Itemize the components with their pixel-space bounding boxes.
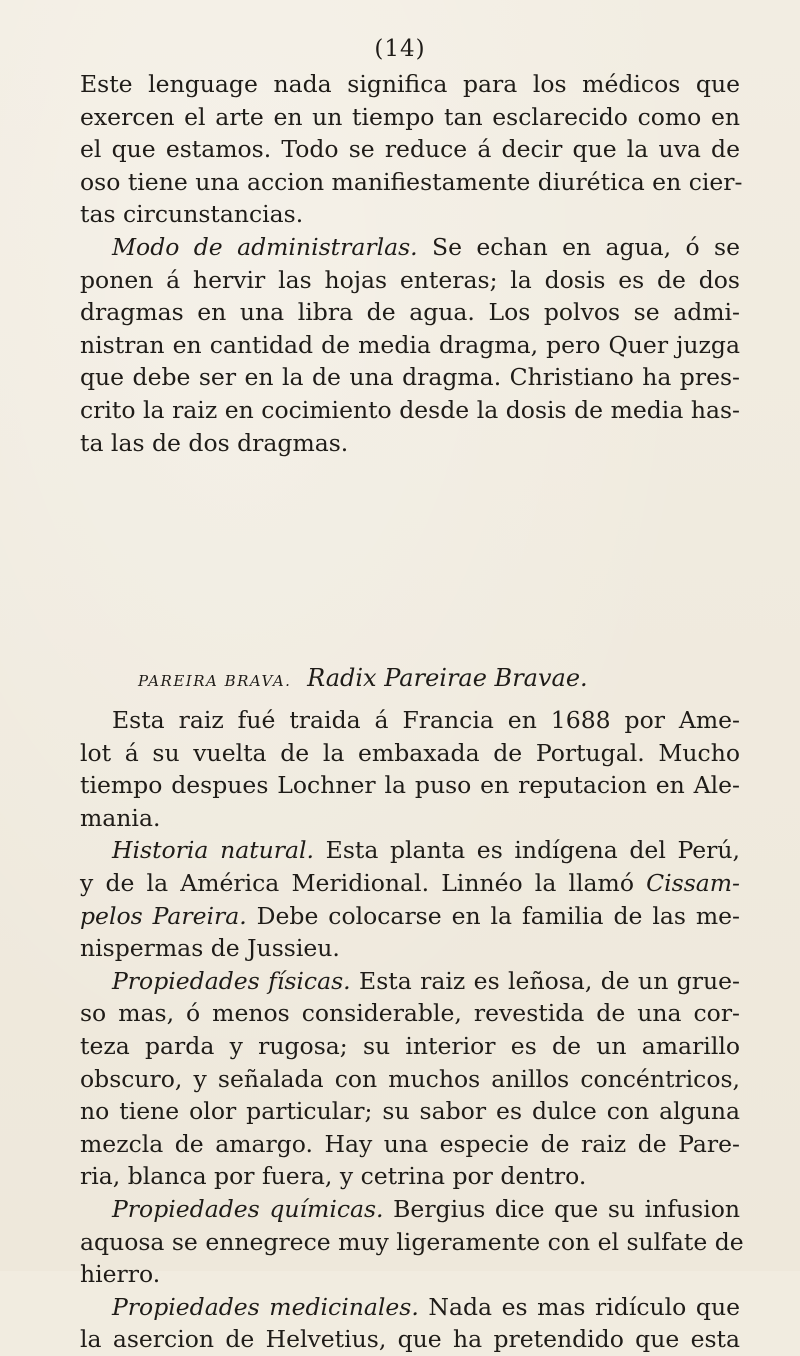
text-run: Nada es mas ridículo que (418, 1292, 740, 1321)
text-run: Se echan en agua, ó se (417, 232, 740, 261)
text-line (80, 1323, 740, 1356)
text-run: lot á su vuelta de la embaxada de Portugal. Mucho (80, 738, 740, 767)
text-line (80, 965, 740, 998)
text-run: Debe colocarse en la familia de las me- (246, 901, 740, 930)
text-run: ta las de dos dragmas. (80, 428, 349, 457)
text-line (80, 1226, 744, 1259)
text-line (80, 1291, 740, 1324)
text-run: mania. (80, 803, 161, 832)
text-line (80, 1258, 740, 1291)
page-number: (14) (374, 36, 426, 62)
text-line (80, 296, 740, 329)
text-line (80, 166, 743, 199)
text-line (80, 1193, 740, 1226)
text-line (80, 231, 740, 264)
heading-latin-name: Radix Pareirae Bravae. (307, 664, 588, 692)
text-line (80, 1063, 740, 1096)
text-line (80, 867, 740, 900)
text-run: nistran en cantidad de media dragma, pero Quer juzga (80, 330, 740, 359)
text-run: oso tiene una accion manifiestamente diurética en cier- (80, 167, 743, 196)
text-line (80, 361, 740, 394)
text-line (80, 802, 740, 835)
text-line (80, 1128, 740, 1161)
text-block-uva-de-oso (80, 68, 743, 459)
text-run: ponen á hervir las hojas enteras; la dosis es de dos (80, 265, 740, 294)
italic-run: pelos Pareira. (80, 901, 247, 930)
text-run: teza parda y rugosa; su interior es de un amarillo (80, 1031, 740, 1060)
text-line (80, 329, 740, 362)
text-run: el que estamos. Todo se reduce á decir que la uva de (80, 135, 740, 164)
text-run: so mas, ó menos considerable, revestida de una cor- (80, 999, 740, 1028)
text-run: tiempo despues Lochner la puso en reputacion en Ale- (80, 771, 740, 800)
text-run: hierro. (80, 1260, 161, 1289)
text-line (80, 900, 740, 933)
italic-run: Cissam- (646, 868, 740, 897)
text-line (80, 394, 740, 427)
italic-run: Historia natural. (112, 836, 315, 865)
text-run: la asercion de Helvetius, que ha pretendido que esta (80, 1325, 740, 1354)
text-run: que debe ser en la de una dragma. Christiano ha pres- (80, 363, 740, 392)
text-line (80, 427, 740, 460)
text-run: dragmas en una libra de agua. Los polvos se admi- (80, 298, 740, 327)
text-run: no tiene olor particular; su sabor es dulce con alguna (80, 1097, 740, 1126)
text-line (80, 1095, 740, 1128)
text-run: Esta raiz fué traida á Francia en 1688 por Ame- (112, 706, 740, 734)
text-line (80, 704, 740, 737)
text-line (80, 834, 740, 867)
text-line (80, 264, 740, 297)
text-line (80, 1030, 740, 1063)
text-line (80, 769, 740, 802)
text-run: y de la América Meridional. Linnéo la llamó (80, 868, 647, 897)
text-run: Esta planta es indígena del Perú, (314, 836, 740, 865)
text-line (80, 997, 740, 1030)
text-run: obscuro, y señalada con muchos anillos concéntricos, (80, 1064, 740, 1093)
text-line (80, 932, 740, 965)
text-run: tas circunstancias. (80, 200, 304, 229)
text-run: Bergius dice que su infusion (383, 1194, 740, 1223)
italic-run: Modo de administrarlas. (112, 232, 418, 261)
section-heading (138, 664, 738, 692)
text-line (80, 1160, 740, 1193)
italic-run: Propiedades físicas. (112, 966, 351, 995)
text-line (80, 198, 740, 231)
italic-run: Propiedades químicas. (112, 1194, 384, 1223)
text-line (80, 101, 740, 134)
text-block-pareira-brava (80, 704, 744, 1356)
italic-run: Propiedades medicinales. (112, 1292, 419, 1321)
text-line (80, 68, 740, 101)
text-run: mezcla de amargo. Hay una especie de raiz de Pare- (80, 1129, 740, 1158)
text-run: aquosa se ennegrece muy ligeramente con el sulfate de (80, 1227, 744, 1256)
text-run: exercen el arte en un tiempo tan esclarecido como en (80, 102, 740, 131)
text-line (80, 737, 740, 770)
heading-spanish-name: PAREIRA BRAVA. (138, 672, 292, 690)
text-run: ria, blanca por fuera, y cetrina por dentro. (80, 1162, 587, 1191)
text-run: Este lenguage nada significa para los médicos que (80, 70, 740, 98)
text-run: Esta raiz es leñosa, de un grue- (350, 966, 740, 995)
text-run: crito la raiz en cocimiento desde la dosis de media has- (80, 395, 740, 424)
text-run: nispermas de Jussieu. (80, 934, 340, 963)
text-line (80, 133, 740, 166)
